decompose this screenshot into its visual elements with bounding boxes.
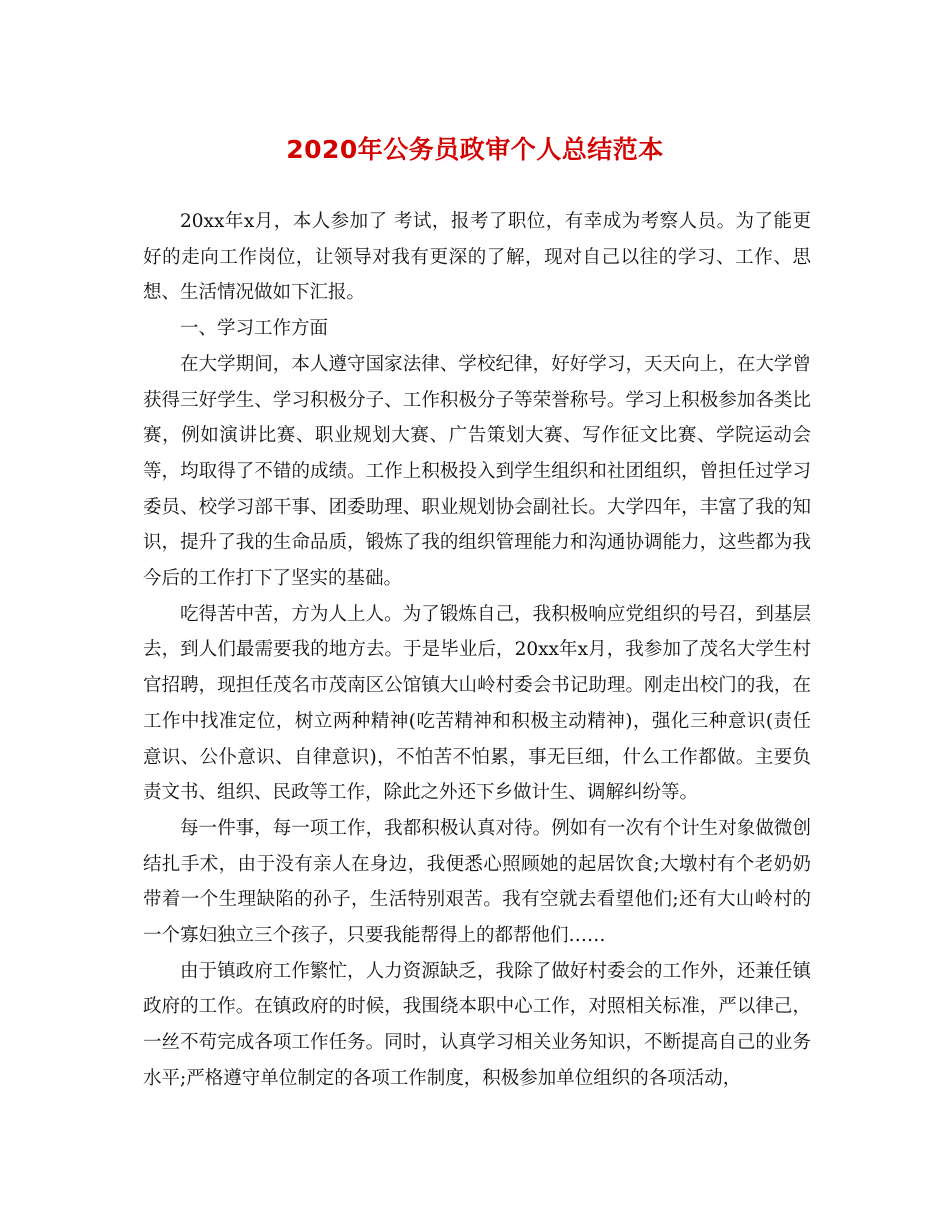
- paragraph-every-task: 每一件事，每一项工作，我都积极认真对待。例如有一次有个计生对象做微创结扎手术，由于没有亲人在身边，我便悉心照顾她的起居饮食;大墩村有个老奶奶带着一个生理缺陷的孙子，生活特别艰苦。我有空就去看望他们;还有大山岭村的一个寡妇独立三个孩子，只要我能帮得上的都帮他们……: [143, 817, 811, 947]
- paragraph-town-government: 由于镇政府工作繁忙，人力资源缺乏，我除了做好村委会的工作外，还兼任镇政府的工作。在镇政府的时候，我围绕本职中心工作，对照相关标准，严以律己，一丝不苟完成各项工作任务。同时，认真学习相关业务知识，不断提高自己的业务水平;严格遵守单位制定的各项工作制度，积极参加单位组织的各项活动，: [143, 960, 811, 1089]
- document-title: 2020年公务员政审个人总结范本: [286, 135, 664, 164]
- paragraph-intro: 20xx年x月，本人参加了 考试，报考了职位，有幸成为考察人员。为了能更好的走向工作岗位，让领导对我有更深的了解，现对自己以往的学习、工作、思想、生活情况做如下汇报。: [143, 211, 811, 304]
- document-body: [143, 204, 811, 1097]
- section-heading-study-work: 一、学习工作方面: [180, 318, 329, 340]
- paragraph-university: 在大学期间，本人遵守国家法律、学校纪律，好好学习，天天向上，在大学曾获得三好学生、学习积极分子、工作积极分子等荣誉称号。学习上积极参加各类比赛，例如演讲比赛、职业规划大赛、广告策划大赛、写作征文比赛、学院运动会等，均取得了不错的成绩。工作上积极投入到学生组织和社团组织，曾担任过学习委员、校学习部干事、团委助理、职业规划协会副社长。大学四年，丰富了我的知识，提升了我的生命品质，锻炼了我的组织管理能力和沟通协调能力，这些都为我今后的工作打下了坚实的基础。: [143, 353, 811, 590]
- paragraph-village-official: 吃得苦中苦，方为人上人。为了锻炼自己，我积极响应党组织的号召，到基层去，到人们最需要我的地方去。于是毕业后，20xx年x月，我参加了茂名大学生村官招聘，现担任茂名市茂南区公馆镇大山岭村委会书记助理。刚走出校门的我，在工作中找准定位，树立两种精神(吃苦精神和积极主动精神)，强化三种意识(责任意识、公仆意识、自律意识)，不怕苦不怕累，事无巨细，什么工作都做。主要负责文书、组织、民政等工作，除此之外还下乡做计生、调解纠纷等。: [143, 603, 811, 804]
